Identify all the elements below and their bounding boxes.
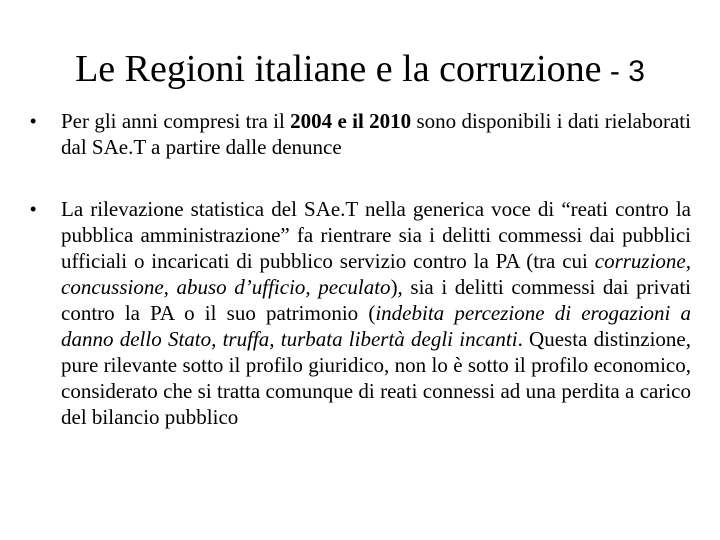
bullet-2-crimes-pa: corruzione, concussione, abuso d’ufficio, peculato: [61, 249, 691, 299]
bullet-2-text-c: . Questa distinzione, pure rilevante sotto il profilo giuridico, non lo è sotto il profilo economico, considerato che si tratta comunque di reati connessi ad una perdita a carico del bilancio pubblico: [61, 327, 691, 429]
bullet-2-text-b: ), sia i delitti commessi dai privati contro la PA o il suo patrimonio (: [61, 275, 691, 325]
bullet-item-1: [30, 108, 691, 160]
bullet-1-years: 2004 e il 2010: [290, 109, 412, 133]
slide-title-separator: -: [601, 55, 629, 88]
bullet-1-text-b: sono disponibili i dati rielaborati dal SAe.T a partire dalle denunce: [61, 109, 691, 159]
bullet-2-crimes-private: indebita percezione di erogazioni a danno dello Stato, truffa, turbata libertà degli incanti: [61, 301, 691, 351]
bullet-1-text-a: Per gli anni compresi tra il: [61, 109, 291, 133]
bullet-list: [0, 108, 720, 430]
bullet-2-text-a: La rilevazione statistica del SAe.T nella generica voce di “reati contro la pubblica amministrazione” fa rientrare sia i delitti commessi dai pubblici ufficiali o incaricati di pubblico servizio contro la PA (tra cui: [61, 197, 691, 273]
bullet-item-2: [30, 196, 691, 430]
bullet-dot-icon: •: [30, 199, 37, 219]
slide-title-text: Le Regioni italiane e la corruzione: [75, 48, 602, 90]
slide-title: [0, 46, 720, 95]
bullet-dot-icon: •: [30, 111, 37, 131]
slide-number: 3: [628, 55, 645, 88]
